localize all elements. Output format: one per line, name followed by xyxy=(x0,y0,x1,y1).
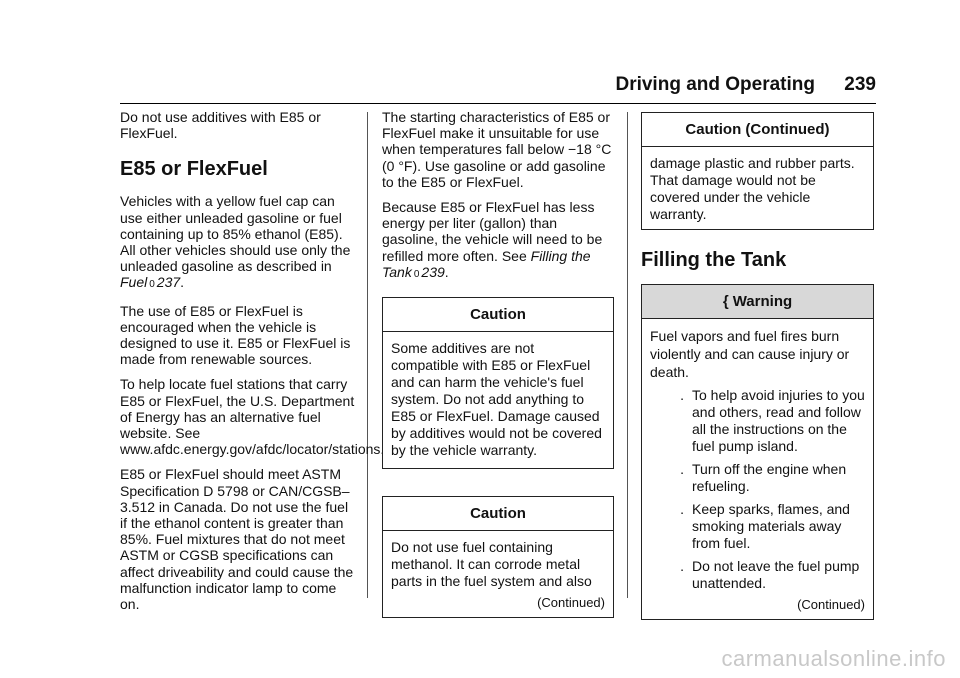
caution-body: Do not use fuel containing methanol. It can corrode metal parts in the fuel system and also xyxy=(391,539,592,590)
fuel-page-link[interactable]: 237 xyxy=(156,274,181,291)
paragraph-starting: The starting characteristics of E85 or FlexFuel make it unsuitable for use when temperatures fall below −18 °C (0 °F). Use gasoline or add gasoline to the E85 or FlexFuel. xyxy=(382,109,612,190)
continued-label: (Continued) xyxy=(537,595,605,611)
warning-intro: Fuel vapors and fuel fires burn violently and can cause injury or death. xyxy=(650,328,850,381)
warning-header xyxy=(642,285,873,319)
filling-tank-page-link[interactable]: 239 xyxy=(421,263,445,280)
warning-title: Warning xyxy=(732,293,793,311)
list-item: . Do not leave the fuel pump unattended. xyxy=(650,558,865,592)
column-3 xyxy=(641,112,874,620)
caution-box-continued xyxy=(641,112,874,230)
paragraph-encouraged: The use of E85 or FlexFuel is encouraged when the vehicle is designed to use it. E85 or FlexFuel is made from renewable sources. xyxy=(120,302,351,368)
column-1 xyxy=(120,109,385,621)
header-rule xyxy=(120,103,876,104)
caution-box-methanol xyxy=(382,496,614,618)
caution-body: damage plastic and rubber parts. That damage would not be covered under the vehicle warranty. xyxy=(650,155,855,223)
bullet-icon: . xyxy=(680,558,684,575)
bullet-icon: . xyxy=(680,501,684,518)
section-heading-filling-tank: Filling the Tank xyxy=(641,249,787,272)
page-header-title: Driving and Operating xyxy=(615,74,815,95)
paragraph-additives: Do not use additives with E85 or FlexFuel. xyxy=(120,109,321,142)
filling-tank-link[interactable]: Filling the Tank xyxy=(382,247,591,280)
bullet-icon: . xyxy=(680,461,684,478)
column-divider-1 xyxy=(367,112,368,598)
paragraph-energy: Because E85 or FlexFuel has less energy per liter (gallon) than gasoline, the vehicle will need to be refilled more often. See Filling the Tank 0 239. xyxy=(382,199,603,280)
column-2 xyxy=(382,109,614,618)
page-number: 239 xyxy=(844,74,876,95)
warning-box xyxy=(641,284,874,620)
continued-label: (Continued) xyxy=(797,597,865,613)
page-ref-icon: 0 xyxy=(413,268,420,280)
caution-title: Caution xyxy=(383,298,613,332)
section-heading-e85: E85 or FlexFuel xyxy=(120,158,268,181)
watermark: carmanualsonline.info xyxy=(721,646,946,671)
paragraph-astm: E85 or FlexFuel should meet ASTM Specification D 5798 or CAN/CGSB–3.512 in Canada. Do not use the fuel if the ethanol content is greater than 85%. Fuel mixtures that do not meet ASTM or CGSB specifications can affect driveability and could cause the malfunction indicator lamp to come on. xyxy=(120,466,354,613)
paragraph-stations: To help locate fuel stations that carry E85 or FlexFuel, the U.S. Department of Energy has an alternative fuel website. See www.afdc.energy.gov/afdc/locator/stations. xyxy=(120,376,385,458)
fuel-link[interactable]: Fuel xyxy=(120,274,148,291)
paragraph-yellow-cap: Vehicles with a yellow fuel cap can use either unleaded gasoline or fuel containing up to 85% ethanol (E85). All other vehicles should use only the unleaded gasoline as described in Fuel 0 237. xyxy=(120,193,351,291)
list-item: . To help avoid injuries to you and others, read and follow all the instructions on the fuel pump island. xyxy=(650,387,865,455)
list-item: . Turn off the engine when refueling. xyxy=(650,461,865,495)
caution-title: Caution (Continued) xyxy=(642,113,873,147)
caution-box-additives xyxy=(382,297,614,469)
list-item: . Keep sparks, flames, and smoking materials away from fuel. xyxy=(650,501,865,552)
caution-title: Caution xyxy=(383,497,613,531)
page-ref-icon: 0 xyxy=(149,279,155,291)
warning-triangle-icon: { xyxy=(722,293,729,311)
bullet-icon: . xyxy=(680,387,684,404)
column-divider-2 xyxy=(627,112,628,598)
caution-body: Some additives are not compatible with E85 or FlexFuel and can harm the vehicle's fuel system. Do not add anything to E85 or FlexFuel. Damage caused by additives would not be covered by the vehicle warranty. xyxy=(391,340,602,459)
